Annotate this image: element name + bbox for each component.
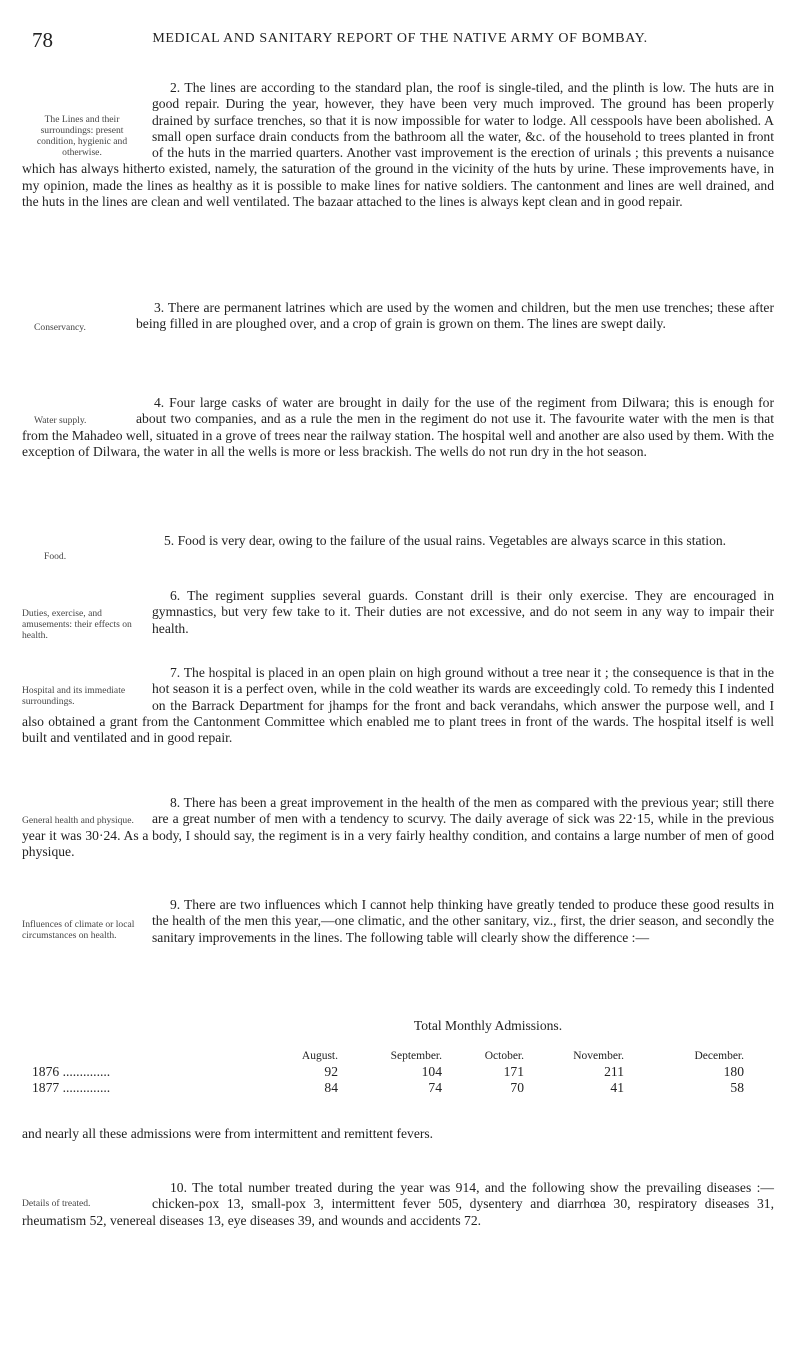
- table-cell: 70: [510, 1080, 524, 1095]
- admissions-table: [32, 1048, 744, 1096]
- margin-note: Details of treated.: [22, 1198, 91, 1209]
- margin-note: Water supply.: [34, 415, 87, 426]
- margin-note: Influences of climate or local circumstances on health.: [22, 919, 135, 941]
- paragraph-9: [22, 897, 774, 946]
- paragraph-2: [22, 80, 774, 210]
- paragraph-text: There has been a great improvement in the health of the men as compared with the previous year; still there are a great number of men with a tendency to scurvy. The daily average of sick was 22·15, while in the previous year it was 30·24. As a body, I should say, the regiment is in a very fairly healthy condition, and contains a large number of men of good physique.: [22, 795, 774, 859]
- paragraph-text: Four large casks of water are brought in daily for the use of the regiment from Dilwara; this is enough for about two companies, and as a rule the men in the regiment do not use it. The favourite water with the men is that from the Mahadeo well, situated in a grove of trees near the railway station. The hospital well and another are also used by them. With the exception of Dilwara, the water in all the wells is more or less brackish. The wells do not run dry in the hot season.: [22, 395, 774, 459]
- table-title: Total Monthly Admissions.: [413, 1018, 563, 1033]
- table-row: [32, 1080, 744, 1096]
- paragraph-number: 5.: [164, 533, 175, 548]
- margin-note: The Lines and their surroundings: present condition, hygienic and otherwise.: [36, 114, 128, 158]
- column-header: September.: [390, 1050, 442, 1062]
- table-cell: 180: [723, 1064, 744, 1079]
- paragraph-7: [22, 665, 774, 746]
- paragraph-text: Food is very dear, owing to the failure of the usual rains. Vegetables are always scarce in this station.: [177, 533, 727, 548]
- table-cell: 84: [324, 1080, 338, 1095]
- paragraph-number: 9.: [170, 897, 181, 912]
- table-cell: 171: [503, 1064, 524, 1079]
- paragraph-number: 3.: [154, 300, 165, 315]
- paragraph-4: [22, 395, 774, 460]
- table-cell: 58: [730, 1080, 744, 1095]
- margin-note: Food.: [44, 551, 67, 562]
- page-number: 78: [32, 28, 53, 52]
- paragraph-text: The regiment supplies several guards. Constant drill is their only exercise. They are encouraged in gymnastics, but very few take to it. Their duties are not excessive, and do not seem in any way to impair their health.: [152, 588, 774, 636]
- margin-note: Duties, exercise, and amusements: their effects on health.: [22, 608, 132, 641]
- paragraph-6: [22, 588, 774, 641]
- column-header: August.: [301, 1050, 338, 1062]
- paragraph-number: 2.: [170, 80, 181, 95]
- paragraph-5: [22, 533, 774, 562]
- paragraph-10: [22, 1180, 774, 1229]
- table-cell: 92: [324, 1064, 338, 1079]
- paragraph-8: [22, 795, 774, 860]
- margin-note: General health and physique.: [22, 815, 134, 826]
- paragraph-number: 6.: [170, 588, 181, 603]
- running-head: MEDICAL AND SANITARY REPORT OF THE NATIVE ARMY OF BOMBAY.: [152, 31, 648, 46]
- column-header-year: [32, 1048, 192, 1064]
- page-header: [32, 28, 768, 52]
- column-header: December.: [694, 1050, 744, 1062]
- margin-note: Conservancy.: [34, 322, 86, 333]
- column-header: October.: [484, 1050, 524, 1062]
- row-year: 1876 ..............: [32, 1064, 111, 1079]
- paragraph-text: There are permanent latrines which are used by the women and children, but the men use trenches; these after being filled in are ploughed over, and a crop of grain is grown on them. The lines are swept daily.: [136, 300, 774, 332]
- column-header: November.: [573, 1050, 624, 1062]
- paragraph-number: 10.: [170, 1180, 187, 1195]
- table-followup-text: and nearly all these admissions were from intermittent and remittent fevers.: [22, 1126, 434, 1141]
- table-cell: 104: [421, 1064, 442, 1079]
- table-row: [32, 1064, 744, 1080]
- table-cell: 41: [610, 1080, 624, 1095]
- table-header-row: [32, 1048, 744, 1064]
- paragraph-text: There are two influences which I cannot help thinking have greatly tended to produce these good results in the health of the men this year,—one climatic, and the other sanitary, viz., first, the drier season, and secondly the sanitary improvements in the lines. The following table will clearly show the difference :—: [152, 897, 774, 945]
- table-cell: 74: [428, 1080, 442, 1095]
- paragraph-text: The lines are according to the standard plan, the roof is single-tiled, and the plinth is low. The huts are in good repair. During the year, however, they have been very much improved. The ground has been properly drained by surface trenches, so that it is now impossible for water to lodge. All cesspools have been abolished. A small open surface drain conducts from the bathroom all the water, &c. of the household to trees planted in front of the huts in the married quarters. Another vast improvement is the erection of urinals ; this prevents a nuisance which has always hitherto existed, namely, the saturation of the ground in the vicinity of the huts by urine. These improvements have, in my opinion, made the lines as healthy as it is possible to make lines for native soldiers. The cantonment and lines are well drained, and the huts in the lines are clean and well ventilated. The bazaar attached to the lines is always kept clean and in good repair.: [22, 80, 774, 210]
- paragraph-text: The total number treated during the year was 914, and the following show the prevailing diseases :—chicken-pox 13, small-pox 3, intermittent fever 505, dysentery and diarrhœa 30, respiratory diseases 31, rheumatism 52, venereal diseases 13, eye diseases 39, and wounds and accidents 72.: [22, 1180, 775, 1228]
- admissions-table-block: [22, 1018, 774, 1141]
- paragraph-number: 7.: [170, 665, 181, 680]
- margin-note: Hospital and its immediate surroundings.: [22, 685, 126, 707]
- paragraph-number: 8.: [170, 795, 181, 810]
- paragraph-3: [22, 300, 774, 333]
- row-year: 1877 ..............: [32, 1080, 111, 1095]
- paragraph-text: The hospital is placed in an open plain on high ground without a tree near it ; the consequence is that in the hot season it is a perfect oven, while in the cold weather its wards are exceedingly cold. To remedy this I indented on the Barrack Department for jhamps for the front and back verandahs, which answer the purpose well, and I also obtained a grant from the Cantonment Committee which enabled me to plant trees in front of the wards. The hospital itself is well built and ventilated and in good repair.: [22, 665, 775, 746]
- paragraph-number: 4.: [154, 395, 165, 410]
- table-cell: 211: [604, 1064, 624, 1079]
